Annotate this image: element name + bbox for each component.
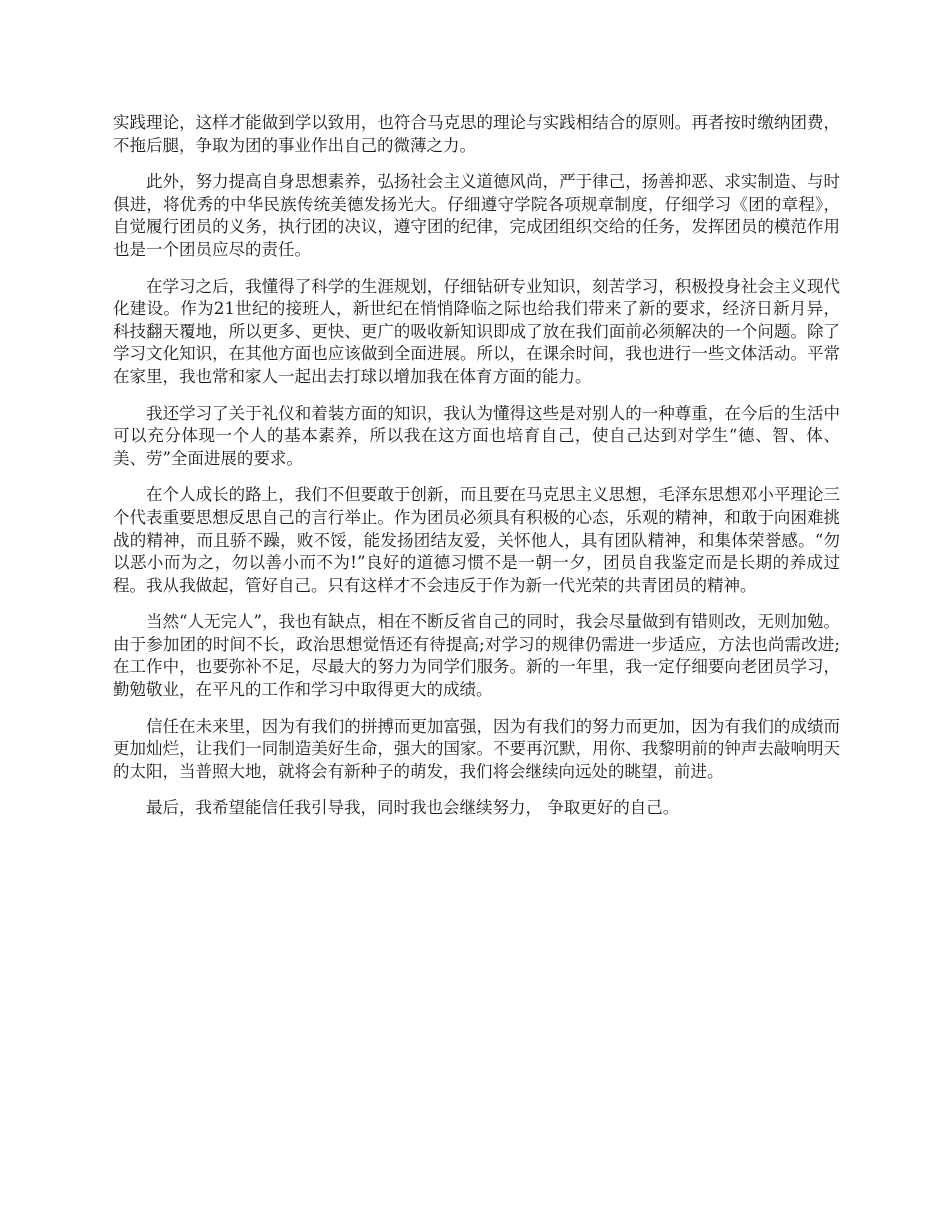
paragraph: 当然“人无完人”，我也有缺点，相在不断反省自己的同时，我会尽量做到有错则改，无则加勉。由于参加团的时间不长，政治思想觉悟还有待提高;对学习的规律仍需进一步适应，方法也尚需改进;在工作中，也要弥补不足，尽最大的努力为同学们服务。新的一年里，我一定仔细要向老团员学习，勤勉敬业，在平凡的工作和学习中取得更大的成绩。 <box>113 612 840 700</box>
paragraph: 此外，努力提高自身思想素养，弘扬社会主义道德风尚，严于律己，扬善抑恶、求实制造、与时俱进，将优秀的中华民族传统美德发扬光大。仔细遵守学院各项规章制度，仔细学习《团的章程》，自觉履行团员的义务，执行团的决议，遵守团的纪律，完成团组织交给的任务，发挥团员的模范作用也是一个团员应尽的责任。 <box>113 172 840 259</box>
document-body <box>113 112 840 834</box>
paragraph: 我还学习了关于礼仪和着装方面的知识，我认为懂得这些是对别人的一种尊重，在今后的生活中可以充分体现一个人的基本素养，所以我在这方面也培育自己，使自己达到对学生“德、智、体、美、劳”全面进展的要求。 <box>113 403 840 468</box>
paragraph: 信任在未来里，因为有我们的拼搏而更加富强，因为有我们的努力而更加，因为有我们的成绩而更加灿烂，让我们一同制造美好生命，强大的国家。不要再沉默，用你、我黎明前的钟声去敲响明天的太阳，当普照大地，就将会有新种子的萌发，我们将会继续向远处的眺望，前进。 <box>113 716 840 781</box>
paragraph: 最后，我希望能信任我引导我，同时我也会继续努力， 争取更好的自己。 <box>146 798 680 818</box>
paragraph: 在学习之后，我懂得了科学的生涯规划，仔细钻研专业知识，刻苦学习，积极投身社会主义现代化建设。作为21世纪的接班人，新世纪在悄悄降临之际也给我们带来了新的要求，经济日新月异，科技翻天覆地，所以更多、更快、更广的吸收新知识即成了放在我们面前必须解决的一个问题。除了学习文化知识，在其他方面也应该做到全面进展。所以，在课余时间，我也进行一些文体活动。平常在家里，我也常和家人一起出去打球以增加我在体育方面的能力。 <box>113 276 840 386</box>
paragraph: 在个人成长的路上，我们不但要敢于创新，而且要在马克思主义思想，毛泽东思想邓小平理论三个代表重要思想反思自己的言行举止。作为团员必须具有积极的心态，乐观的精神，和敢于向困难挑战的精神，而且骄不躁，败不馁，能发扬团结友爱，关怀他人，具有团队精神，和集体荣誉感。“勿以恶小而为之，勿以善小而不为!”良好的道德习惯不是一朝一夕，团员自我鉴定而是长期的养成过程。我从我做起，管好自己。只有这样才不会违反于作为新一代光荣的共青团员的精神。 <box>113 485 840 595</box>
paragraph: 实践理论，这样才能做到学以致用，也符合马克思的理论与实践相结合的原则。再者按时缴纳团费，不拖后腿，争取为团的事业作出自己的微薄之力。 <box>113 113 840 155</box>
